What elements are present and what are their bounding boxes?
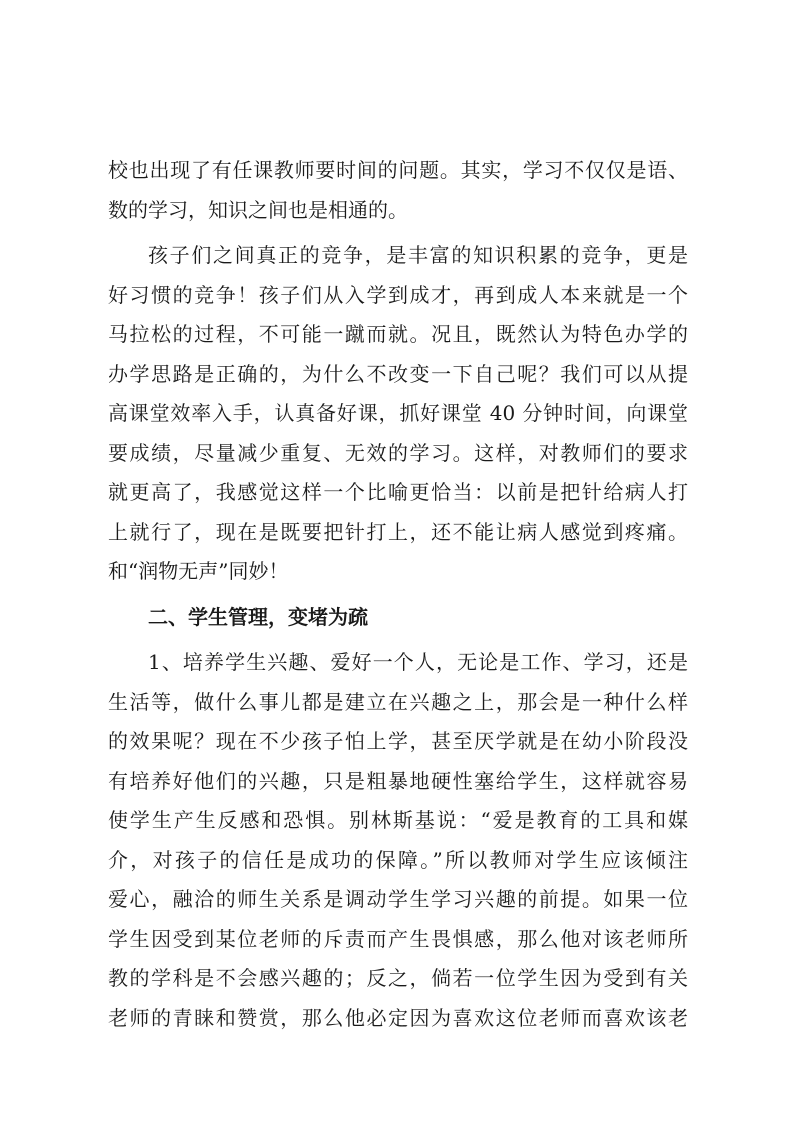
paragraph-line: 的效果呢？现在不少孩子怕上学，甚至厌学就是在幼小阶段没 (108, 729, 688, 753)
paragraph-line: 学生因受到某位老师的斥责而产生畏惧感，那么他对该老师所 (108, 926, 688, 951)
paragraph-line: 孩子们之间真正的竞争，是丰富的知识积累的竞争，更是 (148, 243, 688, 267)
paragraph-line: 生活等，做什么事儿都是建立在兴趣之上，那会是一种什么样 (108, 689, 688, 714)
paragraph-line: 好习惯的竞争！孩子们从入学到成才，再到成人本来就是一个 (108, 282, 688, 307)
paragraph-line: 老师的青睐和赞赏，那么他必定因为喜欢这位老师而喜欢该老 (108, 1005, 688, 1030)
paragraph-line: 1、培养学生兴趣、爱好一个人，无论是工作、学习，还是 (148, 650, 688, 674)
body-text (108, 151, 688, 1038)
paragraph-line: 和“润物无声”同妙！ (108, 559, 289, 583)
paragraph-line: 高课堂效率入手，认真备好课，抓好课堂 40 分钟时间，向课堂 (108, 401, 688, 425)
paragraph-line: 要成绩，尽量减少重复、无效的学习。这样，对教师们的要求 (108, 440, 688, 465)
paragraph-line: 就更高了，我感觉这样一个比喻更恰当：以前是把针给病人打 (108, 480, 688, 504)
paragraph-line: 校也出现了有任课教师要时间的问题。其实，学习不仅仅是语、 (108, 158, 688, 182)
paragraph-line: 办学思路是正确的，为什么不改变一下自己呢？我们可以从提 (108, 361, 688, 386)
paragraph-line: 使学生产生反感和恐惧。别林斯基说：“爱是教育的工具和媒 (108, 808, 688, 832)
paragraph-line: 有培养好他们的兴趣，只是粗暴地硬性塞给学生，这样就容易 (108, 768, 688, 793)
paragraph-line: 上就行了，现在是既要把针打上，还不能让病人感觉到疼痛。 (108, 519, 688, 544)
paragraph-line: 教的学科是不会感兴趣的；反之，倘若一位学生因为受到有关 (108, 966, 688, 990)
section-heading: 二、学生管理，变堵为疏 (148, 604, 368, 629)
paragraph-line: 爱心，融洽的师生关系是调动学生学习兴趣的前提。如果一位 (108, 887, 688, 911)
paragraph-line: 介，对孩子的信任是成功的保障。”所以教师对学生应该倾注 (108, 847, 688, 872)
paragraph-line: 马拉松的过程，不可能一蹴而就。况且，既然认为特色办学的 (108, 322, 688, 346)
paragraph-line: 数的学习，知识之间也是相通的。 (108, 197, 408, 222)
